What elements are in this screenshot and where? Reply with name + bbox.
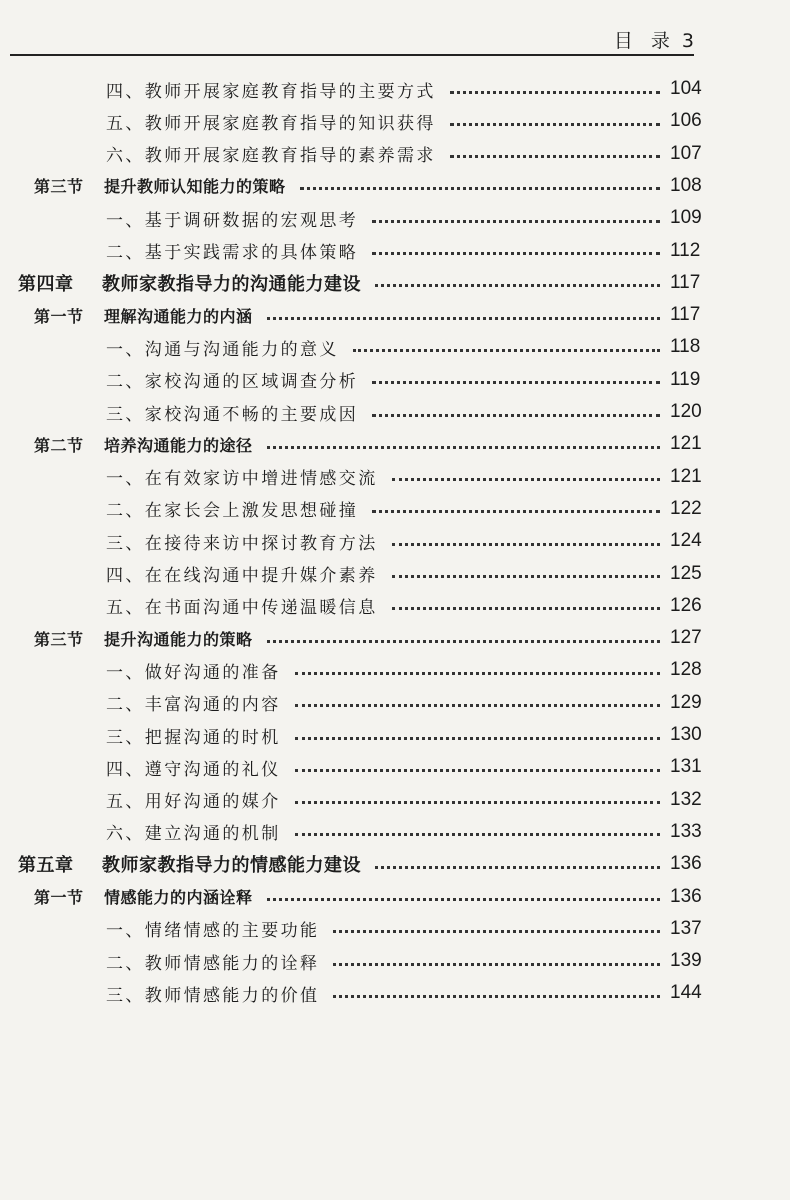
entry-page-number: 119 <box>670 368 701 390</box>
toc-entry-item <box>106 914 700 944</box>
section-number: 第一节 <box>34 306 84 326</box>
entry-page-number: 132 <box>670 788 702 810</box>
dot-leader <box>295 769 660 772</box>
toc-entry-section <box>34 623 700 653</box>
toc-entry-item <box>106 946 700 976</box>
toc-entry-label <box>34 885 253 908</box>
chapter-number: 第四章 <box>18 273 74 295</box>
dot-leader <box>267 317 660 320</box>
entry-page-number: 136 <box>670 853 702 875</box>
toc-entry-label <box>106 658 281 683</box>
entry-title: 二、在家长会上激发思想碰撞 <box>106 501 359 522</box>
entry-title: 一、做好沟通的准备 <box>106 662 281 683</box>
dot-leader <box>333 930 660 933</box>
entry-title: 理解沟通能力的内涵 <box>104 306 253 326</box>
entry-page-number: 133 <box>670 820 702 842</box>
toc-entry-section <box>34 882 700 912</box>
entry-title: 五、在书面沟通中传递温暖信息 <box>106 598 378 619</box>
entry-title: 三、家校沟通不畅的主要成因 <box>106 404 359 425</box>
toc-entry-label <box>106 400 358 425</box>
toc-entry-label <box>106 238 358 263</box>
entry-title: 一、情绪情感的主要功能 <box>106 921 320 942</box>
entry-title: 一、沟通与沟通能力的意义 <box>106 339 339 360</box>
entry-title: 四、教师开展家庭教育指导的主要方式 <box>106 81 436 102</box>
toc-entry-chapter <box>18 268 700 298</box>
toc-entry-label <box>106 335 339 360</box>
dot-leader <box>450 91 660 94</box>
toc-entry-label <box>106 916 319 941</box>
dot-leader <box>392 478 660 481</box>
entry-title: 二、家校沟通的区域调查分析 <box>106 372 359 393</box>
entry-page-number: 144 <box>670 982 702 1004</box>
toc-entry-label <box>106 367 358 392</box>
dot-leader <box>372 510 660 513</box>
toc-entry-label <box>18 270 361 296</box>
toc-entry-item <box>106 720 700 750</box>
entry-title: 一、基于调研数据的宏观思考 <box>106 210 359 231</box>
entry-page-number: 137 <box>670 917 702 939</box>
toc-entry-label <box>106 819 281 844</box>
section-number: 第三节 <box>34 177 84 197</box>
dot-leader <box>372 381 660 384</box>
entry-page-number: 118 <box>670 336 701 358</box>
toc-entry-label <box>34 627 253 650</box>
toc-entry-label <box>106 529 378 554</box>
toc-entry-label <box>106 206 358 231</box>
entry-page-number: 112 <box>670 239 701 261</box>
header-title-text: 目 录 <box>613 30 676 52</box>
entry-page-number: 107 <box>670 142 702 164</box>
entry-title: 六、建立沟通的机制 <box>106 824 281 845</box>
dot-leader <box>375 866 660 869</box>
chapter-number: 第五章 <box>18 855 74 877</box>
dot-leader <box>372 220 660 223</box>
entry-page-number: 131 <box>670 756 702 778</box>
toc-entry-item <box>106 978 700 1008</box>
entry-title: 四、遵守沟通的礼仪 <box>106 759 281 780</box>
dot-leader <box>333 963 660 966</box>
entry-title: 二、基于实践需求的具体策略 <box>106 243 359 263</box>
toc-entry-item <box>106 139 700 169</box>
toc-entry-label <box>106 949 319 974</box>
toc-entry-label <box>34 433 253 456</box>
entry-page-number: 125 <box>670 562 702 584</box>
entry-page-number: 129 <box>670 691 702 713</box>
dot-leader <box>295 672 660 675</box>
entry-page-number: 130 <box>670 724 702 745</box>
dot-leader <box>450 123 660 126</box>
toc-entry-label <box>106 109 436 134</box>
toc-entry-label <box>106 141 436 166</box>
dot-leader <box>353 349 660 352</box>
toc-entry-label <box>34 174 286 197</box>
entry-page-number: 127 <box>670 627 702 649</box>
toc-entry-item <box>106 752 700 782</box>
dot-leader <box>333 995 660 998</box>
entry-page-number: 108 <box>670 174 702 196</box>
entry-page-number: 117 <box>670 271 701 293</box>
entry-title: 三、教师情感能力的价值 <box>106 985 320 1006</box>
entry-page-number: 139 <box>670 950 702 972</box>
entry-page-number: 126 <box>670 594 702 616</box>
dot-leader <box>295 801 660 804</box>
section-number: 第三节 <box>34 629 84 649</box>
toc-entry-item <box>106 494 700 524</box>
toc-entry-item <box>106 655 700 685</box>
toc-entry-label <box>106 496 358 521</box>
entry-title: 五、用好沟通的媒介 <box>106 792 281 813</box>
toc-entry-label <box>106 690 281 715</box>
entry-title: 培养沟通能力的途径 <box>104 435 253 455</box>
toc-entry-item <box>106 74 700 104</box>
dot-leader <box>392 543 660 546</box>
toc-entry-label <box>106 464 378 489</box>
toc-entry-item <box>106 462 700 492</box>
toc-entry-label <box>106 593 378 618</box>
toc-entry-label <box>106 787 281 812</box>
toc-entry-label <box>34 304 253 327</box>
toc-entry-item <box>106 591 700 621</box>
entry-title: 三、把握沟通的时机 <box>106 727 281 748</box>
dot-leader <box>295 737 660 740</box>
entry-page-number: 117 <box>670 304 701 326</box>
entry-title: 提升沟通能力的策略 <box>104 629 253 649</box>
toc-entry-section <box>34 429 700 459</box>
entry-page-number: 104 <box>670 78 702 99</box>
entry-page-number: 109 <box>670 207 702 229</box>
dot-leader <box>392 607 660 610</box>
header-page-number: 3 <box>681 30 694 52</box>
entry-title: 情感能力的内涵诠释 <box>104 888 253 907</box>
dot-leader <box>300 187 660 190</box>
toc-entry-label <box>106 723 281 748</box>
entry-title: 二、丰富沟通的内容 <box>106 695 281 716</box>
section-number: 第二节 <box>34 435 84 455</box>
toc-entry-item <box>106 236 700 266</box>
toc-entry-item <box>106 817 700 847</box>
dot-leader <box>372 252 660 255</box>
section-number: 第一节 <box>34 888 84 907</box>
entry-page-number: 121 <box>670 465 702 487</box>
toc-entry-label <box>106 755 281 780</box>
entry-title: 教师家教指导力的情感能力建设 <box>102 855 361 877</box>
entry-page-number: 122 <box>670 497 702 519</box>
dot-leader <box>267 446 660 449</box>
entry-page-number: 121 <box>670 433 702 455</box>
dot-leader <box>375 284 660 287</box>
entry-title: 四、在在线沟通中提升媒介素养 <box>106 566 378 586</box>
entry-title: 提升教师认知能力的策略 <box>104 177 286 197</box>
toc-entry-item <box>106 688 700 718</box>
entry-page-number: 136 <box>670 885 702 907</box>
entry-page-number: 106 <box>670 110 702 132</box>
entry-title: 三、在接待来访中探讨教育方法 <box>106 533 378 554</box>
entry-title: 五、教师开展家庭教育指导的知识获得 <box>106 113 436 134</box>
toc-entry-section <box>34 171 700 201</box>
entry-page-number: 128 <box>670 659 702 681</box>
toc-entry-label <box>106 77 436 102</box>
toc-entry-section <box>34 300 700 330</box>
entry-title: 教师家教指导力的沟通能力建设 <box>102 273 361 295</box>
dot-leader <box>372 414 660 417</box>
entry-page-number: 124 <box>670 530 702 552</box>
entry-title: 一、在有效家访中增进情感交流 <box>106 469 378 490</box>
toc-entry-label <box>106 981 319 1006</box>
toc-entry-item <box>106 526 700 556</box>
toc-entry-label <box>106 561 378 586</box>
toc-entry-item <box>106 203 700 233</box>
dot-leader <box>267 898 660 901</box>
toc-entry-item <box>106 397 700 427</box>
entry-page-number: 120 <box>670 401 702 422</box>
bleed-through-margin <box>694 0 790 1200</box>
dot-leader <box>295 833 660 836</box>
dot-leader <box>295 704 660 707</box>
toc-entry-item <box>106 785 700 815</box>
toc-entry-item <box>106 106 700 136</box>
dot-leader <box>267 640 660 643</box>
dot-leader <box>392 575 660 578</box>
entry-title: 六、教师开展家庭教育指导的素养需求 <box>106 146 436 167</box>
toc-entry-chapter <box>18 849 700 879</box>
toc-entry-label <box>18 851 361 877</box>
toc-entry-item <box>106 559 700 589</box>
toc-entry-item <box>106 365 700 395</box>
toc-entry-item <box>106 332 700 362</box>
entry-title: 二、教师情感能力的诠释 <box>106 953 320 974</box>
dot-leader <box>450 155 660 158</box>
